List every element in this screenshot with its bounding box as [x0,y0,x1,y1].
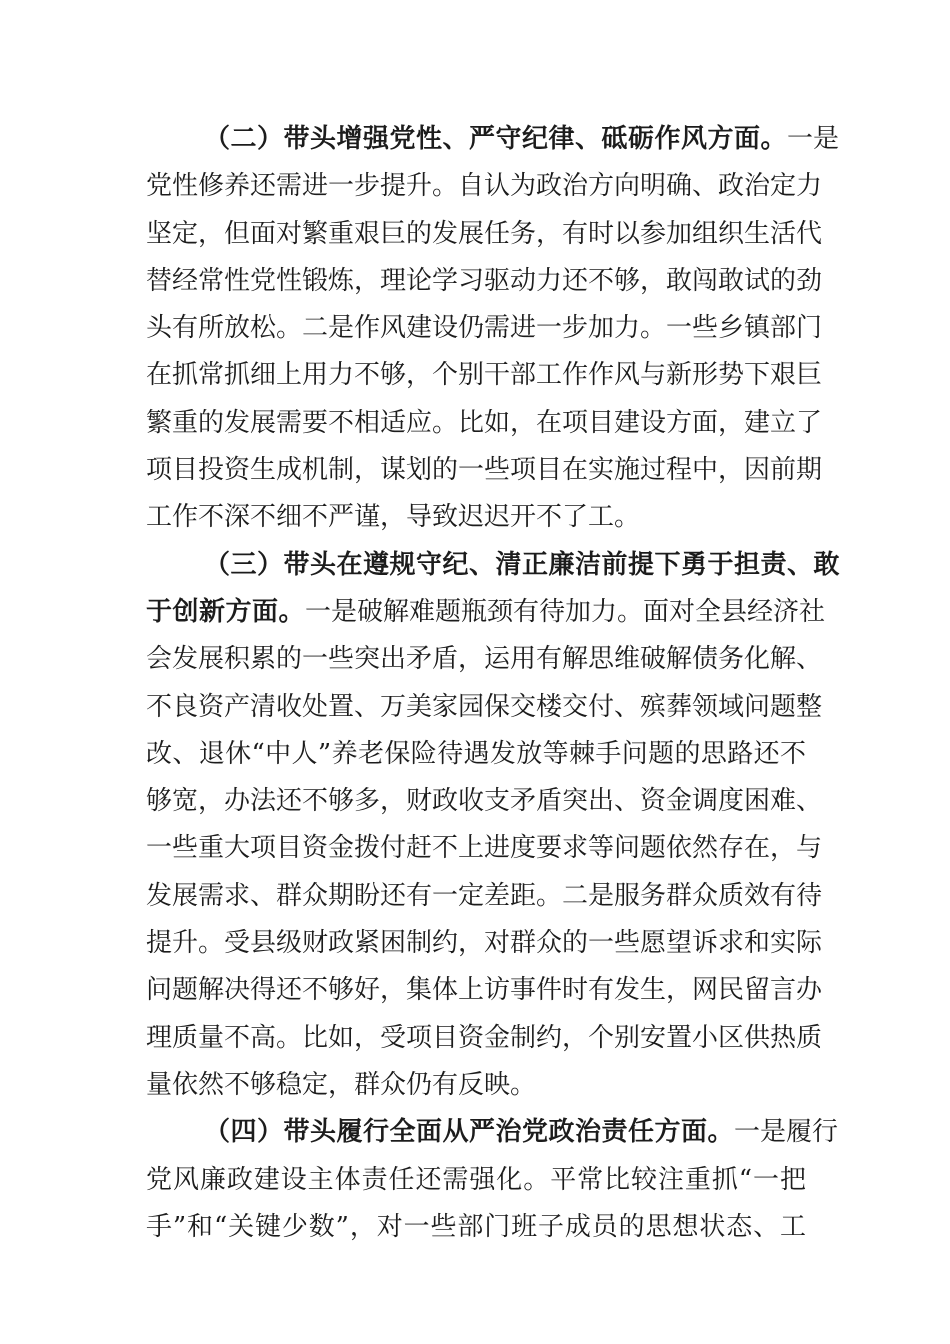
section-heading: （四）带头履行全面从严治党政治责任方面。 [204,1117,735,1148]
text-line [146,258,823,305]
line-text: 会发展积累的一些突出矛盾，运用有解思维破解债务化解、 [146,644,823,675]
line-text: 理质量不高。比如，受项目资金制约，个别安置小区供热质 [146,1022,823,1053]
text-line [146,163,823,210]
text-line [146,400,823,447]
line-text: 党性修养还需进一步提升。自认为政治方向明确、政治定力 [146,171,823,202]
line-text: 够宽，办法还不够多，财政收支矛盾突出、资金调度困难、 [146,786,823,817]
text-line [146,1015,823,1062]
text-line [146,211,823,258]
line-text: 项目投资生成机制，谋划的一些项目在实施过程中，因前期 [146,455,823,486]
text-line [146,542,841,589]
line-text: 提升。受县级财政紧困制约，对群众的一些愿望诉求和实际 [146,928,823,959]
line-text: 一些重大项目资金拨付赶不上进度要求等问题依然存在，与 [146,833,823,864]
section-heading: （三）带头在遵规守纪、清正廉洁前提下勇于担责、敢 [204,549,841,580]
text-line [146,873,823,920]
text-line [146,967,823,1014]
text-line [146,778,823,825]
text-line [146,1062,806,1109]
line-text: 繁重的发展需要不相适应。比如，在项目建设方面，建立了 [146,407,823,438]
line-text: 一是 [787,124,840,154]
text-line [146,447,823,494]
text-line [146,684,823,731]
line-text: 头有所放松。二是作风建设仍需进一步加力。一些乡镇部门 [146,313,823,344]
section-heading: （二）带头增强党性、严守纪律、砥砺作风方面。 [204,124,788,154]
line-text: 一是破解难题瓶颈有待加力。面对全县经济社 [305,596,826,627]
line-text: 替经常性党性锻炼，理论学习驱动力还不够，敢闯敢试的劲 [146,265,823,296]
text-line [146,1204,806,1251]
text-line [146,352,823,399]
line-text: 发展需求、群众期盼还有一定差距。二是服务群众质效有待 [146,880,823,911]
text-line [146,494,806,541]
line-text: 问题解决得还不够好，集体上访事件时有发生，网民留言办 [146,975,823,1006]
text-line [146,116,840,163]
line-text: 工作不深不细不严谨，导致迟迟开不了工。 [146,502,641,533]
line-text: 不良资产清收处置、万美家园保交楼交付、殡葬领域问题整 [146,691,823,722]
line-text: 一是履行 [734,1117,839,1148]
document-text [146,116,841,1251]
text-line [146,731,806,778]
text-line [146,589,826,636]
line-text: 改、退休“中人”养老保险待遇发放等棘手问题的思路还不 [146,738,806,769]
text-line [146,920,823,967]
line-text: 党风廉政建设主体责任还需强化。平常比较注重抓“一把 [146,1164,806,1195]
line-text: 在抓常抓细上用力不够，个别干部工作作风与新形势下艰巨 [146,360,823,391]
text-line [146,1109,839,1156]
text-line [146,1157,806,1204]
line-text: 坚定，但面对繁重艰巨的发展任务，有时以参加组织生活代 [146,218,823,249]
line-text: 量依然不够稳定，群众仍有反映。 [146,1069,537,1100]
text-line [146,636,823,683]
section-heading: 于创新方面。 [146,596,306,627]
text-line [146,305,823,352]
text-line [146,825,823,872]
line-text: 手”和“关键少数”，对一些部门班子成员的思想状态、工 [146,1211,806,1242]
